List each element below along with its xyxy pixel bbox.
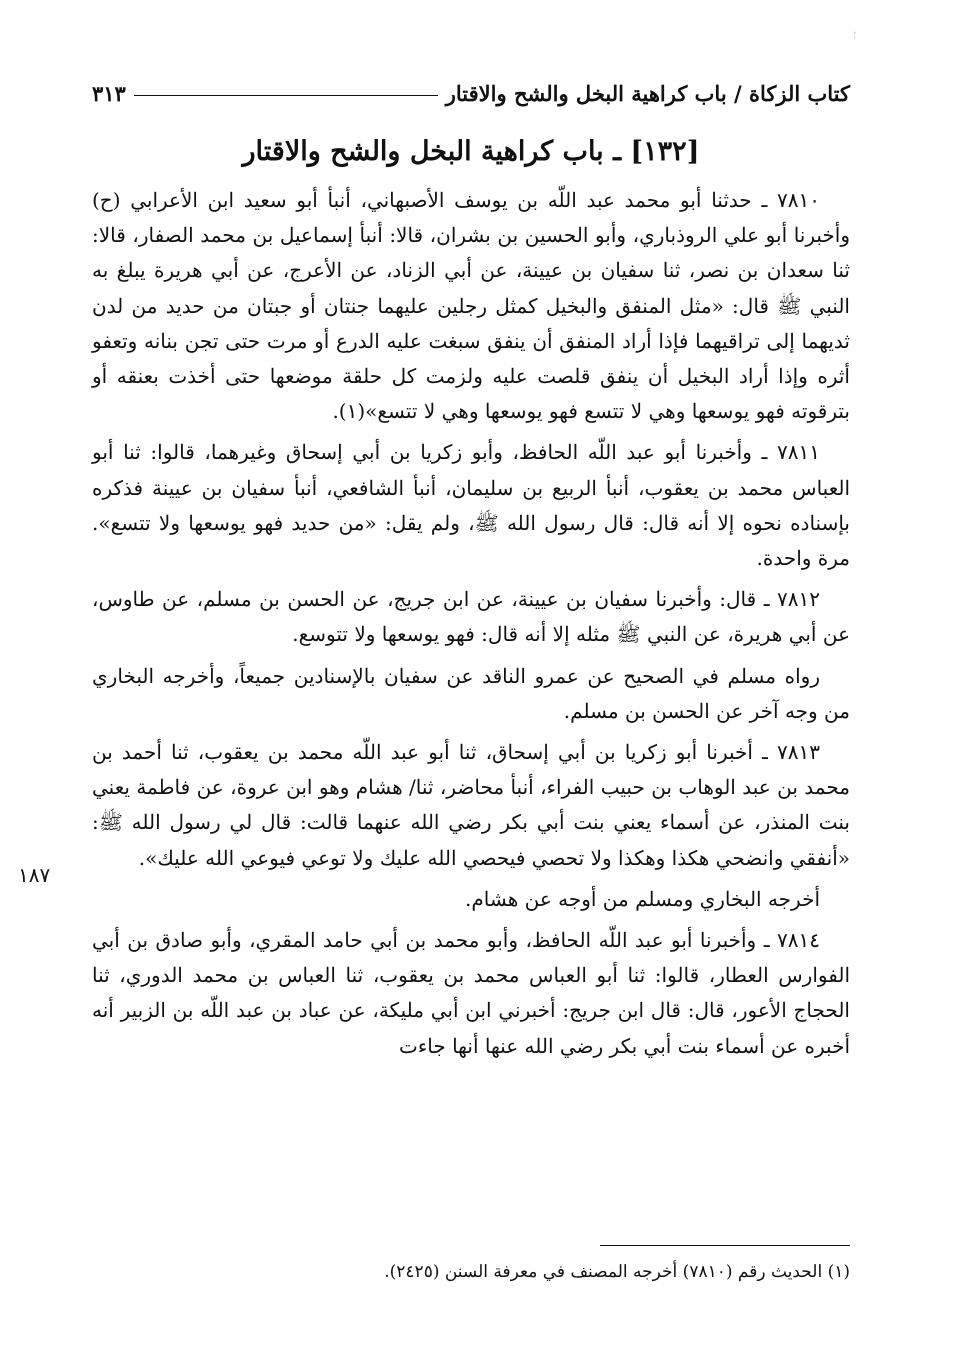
hadith-7812: ٧٨١٢ ـ قال: وأخبرنا سفيان بن عيينة، عن ابن جريج، عن الحسن بن مسلم، عن طاوس، عن أبي هريرة، عن النبي ﷺ مثله إلا أنه قال: فهو يوسعها ولا تتوسع. <box>92 587 850 647</box>
chapter-heading: [١٣٢] ـ باب كراهية البخل والشح والاقتار <box>242 136 700 167</box>
hadith-7810: ٧٨١٠ ـ حدثنا أبو محمد عبد اللّه بن يوسف الأصبهاني، أنبأ أبو سعيد ابن الأعرابي (ح) وأخبرنا أبو علي الروذباري، وأبو الحسين بن بشران، قالا: أنبأ إسماعيل بن محمد الصفار، قالا: ثنا سعدان بن نصر، ثنا سفيان بن عيينة، عن أبي الزناد، عن الأعرج، عن أبي هريرة يبلغ به النبي ﷺ قال: «مثل المنفق والبخيل كمثل رجلين عليهما جنتان أو جبتان من حديد من لدن ثديهما إلى تراقيهما فإذا أراد المنفق أن ينفق سبغت عليه الدرع أو مرت حتى تجن بنانه وتعفو أثره وإذا أراد البخيل أن ينفق قلصت عليه ولزمت كل حلقة موضعها حتى أخذت بعنقه أو بترقوته فهو يوسعها وهي لا تتسع فهو يوسعها وهي لا تتسع»(١). <box>92 188 850 424</box>
takhrij-note-2: أخرجه البخاري ومسلم من أوجه عن هشام. <box>465 886 820 911</box>
scan-edge-mark: ؛ <box>853 30 857 41</box>
footnote-rule <box>600 1245 850 1246</box>
running-header-rule <box>134 95 438 96</box>
footnote: (١) الحديث رقم (٧٨١٠) أخرجه المصنف في معرفة السنن (٢٤٢٥). <box>384 1262 850 1282</box>
running-header <box>92 78 850 108</box>
margin-page-reference: ١٨٧ <box>18 863 51 887</box>
page-number: ٣١٣ <box>92 80 126 106</box>
hadith-7811: ٧٨١١ ـ وأخبرنا أبو عبد اللّه الحافظ، وأبو زكريا بن أبي إسحاق وغيرهما، قالوا: ثنا أبو العباس محمد بن يعقوب، أنبأ الربيع بن سليمان، أنبأ الشافعي، أنبأ سفيان بن عيينة فذكره بإسناده نحوه إلا أنه قال: قال رسول الله ﷺ، ولم يقل: «من حديد فهو يوسعها ولا تتسع». مرة واحدة. <box>92 440 850 571</box>
running-header-title: كتاب الزكاة / باب كراهية البخل والشح والاقتار <box>445 80 850 106</box>
main-text <box>92 183 850 1070</box>
hadith-7813: ٧٨١٣ ـ أخبرنا أبو زكريا بن أبي إسحاق، ثنا أبو عبد اللّه محمد بن يعقوب، ثنا أحمد بن محمد بن عبد الوهاب بن حبيب الفراء، أنبأ محاضر، ثنا/ هشام وهو ابن عروة، عن فاطمة يعني بنت المنذر، عن أسماء يعني بنت أبي بكر رضي الله عنهما قالت: قال لي رسول الله ﷺ: «أنفقي وانضحي هكذا وهكذا ولا تحصي فيحصي الله عليك ولا توعي فيوعي الله عليك». <box>92 740 850 870</box>
hadith-7814: ٧٨١٤ ـ وأخبرنا أبو عبد اللّه الحافظ، وأبو محمد بن أبي حامد المقري، وأبو صادق بن أبي الفوارس العطار، قالوا: ثنا أبو العباس محمد بن يعقوب، ثنا العباس بن محمد الدوري، ثنا الحجاج الأعور، قال: قال ابن جريج: أخبرني ابن أبي مليكة، عن عباد بن عبد اللّه بن الزبير أنه أخبره عن أسماء بنت أبي بكر رضي الله عنها أنها جاءت <box>92 928 850 1058</box>
takhrij-note-1: رواه مسلم في الصحيح عن عمرو الناقد عن سفيان بالإسنادين جميعاً، وأخرجه البخاري من وجه آخر عن الحسن بن مسلم. <box>92 663 850 723</box>
